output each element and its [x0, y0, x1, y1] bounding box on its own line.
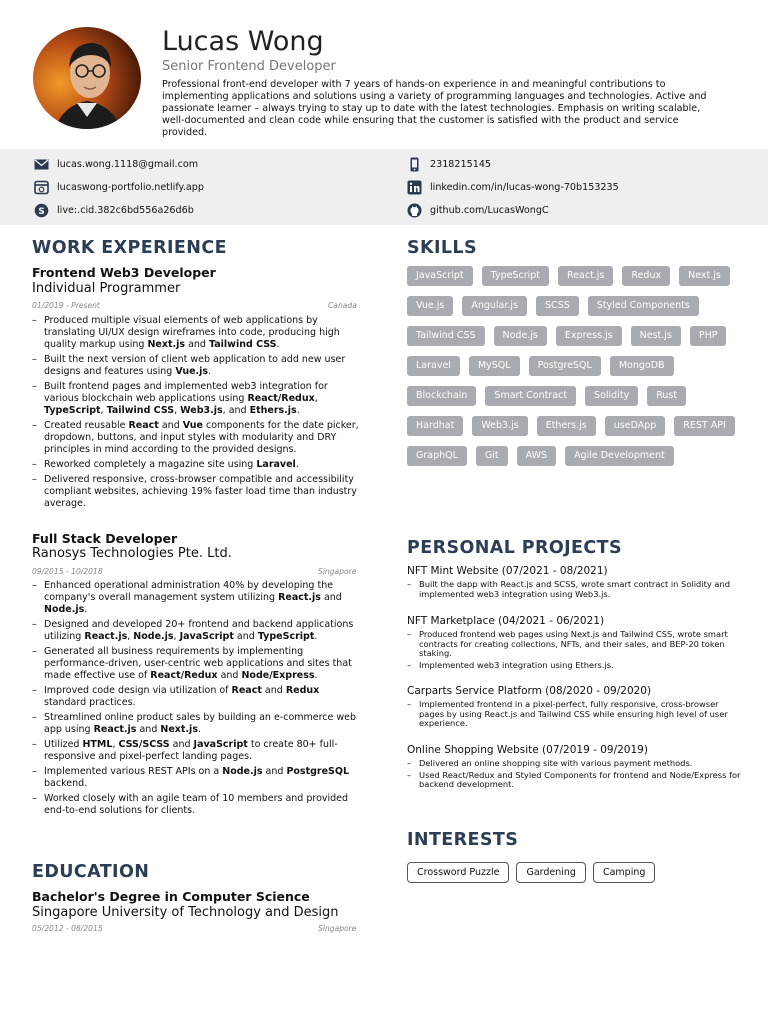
skype-icon: [34, 203, 49, 218]
list-item: – Built frontend pages and implemented web3 integration for various blockchain web applications using React/Redux, TypeScript, Tailwind CSS, Web3.js, and Ethers.js.: [32, 381, 362, 417]
skill-tag: MongoDB: [610, 356, 674, 376]
skill-tag: Solidity: [585, 386, 638, 406]
project-item: [407, 685, 742, 731]
list-item: – Delivered an online shopping site with various payment methods.: [407, 759, 742, 769]
list-item: – Produced multiple visual elements of web applications by translating UI/UX design wireframes into code, producing high quality markup using Next.js and Tailwind CSS.: [32, 315, 362, 351]
skill-tag: Ethers.js: [537, 416, 596, 436]
skill-tag: Vue.js: [407, 296, 453, 316]
resume-header: [0, 0, 768, 148]
skill-tag: Redux: [622, 266, 670, 286]
education-location: Singapore: [318, 924, 357, 933]
contact-github[interactable]: [407, 203, 549, 218]
section-work-heading: WORK EXPERIENCE: [32, 238, 227, 258]
contact-phone-text: 2318215145: [430, 159, 492, 170]
list-item: – Streamlined online product sales by building an e-commerce web app using React.js and Next.js.: [32, 712, 362, 736]
list-item: – Utilized HTML, CSS/SCSS and JavaScript to create 80+ full-responsive and pixel-perfect landing pages.: [32, 739, 362, 763]
project-title: NFT Mint Website (07/2021 - 08/2021): [407, 565, 608, 577]
interests-list: [407, 862, 655, 883]
svg-text:S: S: [38, 207, 45, 217]
skill-tag: PHP: [690, 326, 727, 346]
skills-list: [407, 266, 747, 466]
skill-tag: Laravel: [407, 356, 460, 376]
skill-tag: REST API: [674, 416, 735, 436]
skill-tag: JavaScript: [407, 266, 473, 286]
email-icon: [34, 157, 49, 172]
list-item: – Implemented web3 integration using Ethers.js.: [407, 661, 742, 671]
list-item: – Enhanced operational administration 40% by developing the company's overall management system utilizing React.js and Node.js.: [32, 580, 362, 616]
section-interests-heading: INTERESTS: [407, 830, 519, 850]
job-bullets: [32, 315, 362, 513]
list-item: – Worked closely with an agile team of 10 members and provided end-to-end solutions for clients.: [32, 793, 362, 817]
list-item: – Delivered responsive, cross-browser compatible and accessibility compliant websites, achieving 19% faster load time than industry average.: [32, 474, 362, 510]
list-item: – Reworked completely a magazine site using Laravel.: [32, 459, 362, 471]
skill-tag: Angular.js: [462, 296, 527, 316]
education-dates: 05/2012 - 08/2015: [32, 924, 103, 933]
project-title: NFT Marketplace (04/2021 - 06/2021): [407, 615, 605, 627]
list-item: – Produced frontend web pages using Next.js and Tailwind CSS, wrote smart contracts for creating collections, NFTs, and their sales, and BEP-20 token staking.: [407, 630, 742, 659]
skill-tag: Express.js: [556, 326, 622, 346]
job-location: Singapore: [318, 567, 357, 576]
skill-tag: Smart Contract: [485, 386, 576, 406]
list-item: – Used React/Redux and Styled Components for frontend and Node/Express for backend development.: [407, 771, 742, 790]
job-title: Full Stack Developer: [32, 531, 178, 546]
skill-tag: PostgreSQL: [529, 356, 601, 376]
skill-tag: Git: [476, 446, 508, 466]
contact-email[interactable]: [34, 157, 198, 172]
interest-tag: Crossword Puzzle: [407, 862, 509, 883]
linkedin-icon: [407, 180, 422, 195]
phone-icon: [407, 157, 422, 172]
summary-text: Professional front-end developer with 7 years of hands-on experience in and meaningful contributions to implementing applications and solutions using a variety of programming languages and technologies. Active and passionate learner – always trying to stay up to date with the latest technologies. Emphasis on writing scalable, well-documented and clean code while ensuring that the customer is satisfied with the product and service provided.: [162, 79, 707, 138]
contact-skype[interactable]: [34, 203, 194, 218]
school-name: Singapore University of Technology and Design: [32, 905, 339, 920]
job-bullets: [32, 580, 362, 820]
section-skills-heading: SKILLS: [407, 238, 477, 258]
skill-tag: Tailwind CSS: [407, 326, 485, 346]
skill-tag: Rust: [647, 386, 686, 406]
contact-phone[interactable]: [407, 157, 491, 172]
job-company: Ranosys Technologies Pte. Ltd.: [32, 546, 232, 561]
list-item: – Implemented various REST APIs on a Node.js and PostgreSQL backend.: [32, 766, 362, 790]
job-location: Canada: [328, 301, 357, 310]
skill-tag: Hardhat: [407, 416, 463, 436]
section-projects-heading: PERSONAL PROJECTS: [407, 538, 622, 558]
skill-tag: Nest.js: [631, 326, 681, 346]
interest-tag: Gardening: [516, 862, 586, 883]
skill-tag: SCSS: [536, 296, 579, 316]
job-dates: 01/2019 - Present: [32, 301, 100, 310]
project-item: [407, 615, 742, 672]
list-item: – Implemented frontend in a pixel-perfect, fully responsive, cross-browser pages by using React.js and Tailwind CSS while ensuring high level of user experience.: [407, 700, 742, 729]
contact-portfolio[interactable]: [34, 180, 204, 195]
project-item: [407, 744, 742, 792]
list-item: – Built the dapp with React.js and SCSS, wrote smart contract in Solidity and implemented web3 integration using Web3.js.: [407, 580, 742, 599]
contact-linkedin-text: linkedin.com/in/lucas-wong-70b153235: [430, 182, 619, 193]
job-dates: 09/2015 - 10/2018: [32, 567, 103, 576]
skill-tag: Styled Components: [588, 296, 699, 316]
skill-tag: GraphQL: [407, 446, 467, 466]
interest-tag: Camping: [593, 862, 655, 883]
project-title: Online Shopping Website (07/2019 - 09/2019): [407, 744, 648, 756]
skill-tag: Next.js: [679, 266, 730, 286]
list-item: – Designed and developed 20+ frontend and backend applications utilizing React.js, Node.js, JavaScript and TypeScript.: [32, 619, 362, 643]
contact-email-text: lucas.wong.1118@gmail.com: [57, 159, 199, 170]
github-icon: [407, 203, 422, 218]
skill-tag: AWS: [517, 446, 556, 466]
project-title: Carparts Service Platform (08/2020 - 09/2020): [407, 685, 652, 697]
list-item: – Improved code design via utilization of React and Redux standard practices.: [32, 685, 362, 709]
skill-tag: Web3.js: [472, 416, 527, 436]
list-item: – Created reusable React and Vue components for the date picker, dropdown, buttons, and input styles with modularity and DRY principles in mind according to the provided designs.: [32, 420, 362, 456]
job-company: Individual Programmer: [32, 281, 181, 296]
candidate-name: Lucas Wong: [162, 26, 324, 57]
skill-tag: Node.js: [494, 326, 547, 346]
candidate-title: Senior Frontend Developer: [162, 59, 336, 74]
contact-bar: [0, 149, 768, 225]
skill-tag: React.js: [558, 266, 613, 286]
skill-tag: TypeScript: [482, 266, 549, 286]
profile-photo: [33, 27, 141, 129]
skill-tag: Agile Development: [565, 446, 674, 466]
contact-skype-text: live:.cid.382c6bd556a26d6b: [57, 205, 194, 216]
skill-tag: MySQL: [469, 356, 520, 376]
skill-tag: Blockchain: [407, 386, 476, 406]
list-item: – Built the next version of client web application to add new user designs and features using Vue.js.: [32, 354, 362, 378]
degree-title: Bachelor's Degree in Computer Science: [32, 889, 310, 904]
job-title: Frontend Web3 Developer: [32, 265, 216, 280]
project-item: [407, 565, 742, 601]
skill-tag: useDApp: [605, 416, 666, 436]
contact-portfolio-text: lucaswong-portfolio.netlify.app: [57, 182, 204, 193]
list-item: – Generated all business requirements by implementing performance-driven, user-centric web applications and sites that made effective use of React/Redux and Node/Express.: [32, 646, 362, 682]
contact-linkedin[interactable]: [407, 180, 619, 195]
section-education-heading: EDUCATION: [32, 862, 150, 882]
browser-icon: [34, 180, 49, 195]
contact-github-text: github.com/LucasWongC: [430, 205, 549, 216]
